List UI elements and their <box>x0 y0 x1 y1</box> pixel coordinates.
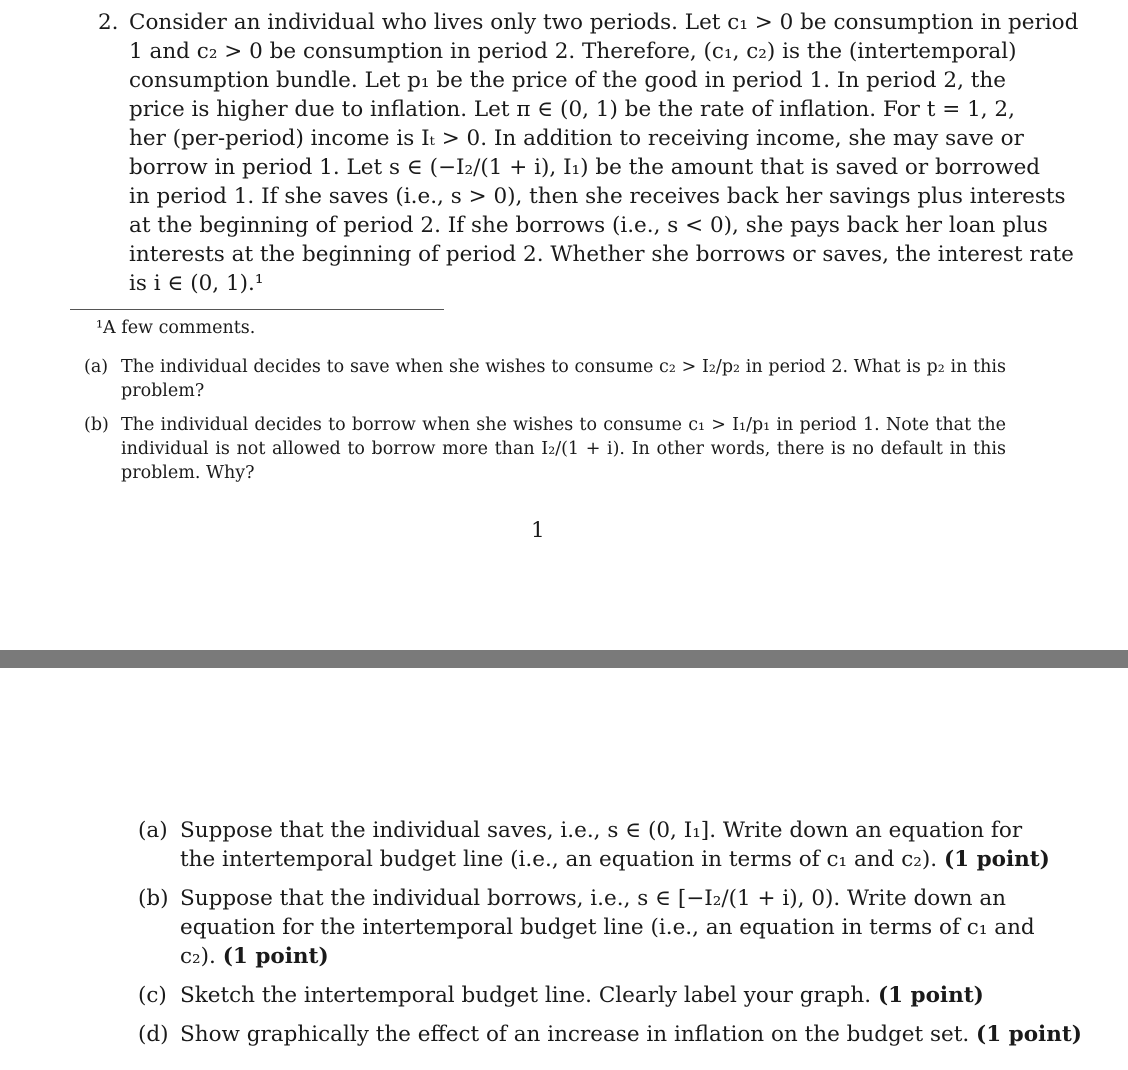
item-line <box>180 845 1050 874</box>
question-line: 1 and c₂ > 0 be consumption in period 2. Therefore, (c₁, c₂) is the (intertemporal) <box>129 39 1017 64</box>
footnote-line: The individual decides to borrow when she wishes to consume c₁ > I₁/p₁ in period 1. Note that the <box>121 415 1006 435</box>
question-line: borrow in period 1. Let s ∈ (−I₂/(1 + i), I₁) be the amount that is saved or borrowed <box>129 155 1041 180</box>
question-line: is i ∈ (0, 1).¹ <box>129 271 264 296</box>
footnote-title: ¹A few comments. <box>96 318 256 338</box>
question-line: at the beginning of period 2. If she borrows (i.e., s < 0), she pays back her loan plus <box>129 213 1048 238</box>
footnote-a-label: (a) <box>84 357 109 377</box>
footnote-a-text <box>121 355 1006 403</box>
item-line: Suppose that the individual saves, i.e., s ∈ (0, I₁]. Write down an equation for <box>180 818 1023 843</box>
item-d-text <box>180 1020 1082 1049</box>
question-line: interests at the beginning of period 2. Whether she borrows or saves, the interest rate <box>129 242 1074 267</box>
item-line <box>180 1020 1082 1049</box>
item-a-text <box>180 816 1050 874</box>
points: (1 point) <box>943 847 1050 872</box>
item-b-text <box>180 884 1035 971</box>
item-line: equation for the intertemporal budget line (i.e., an equation in terms of c₁ and <box>180 915 1035 940</box>
item-line-text: c₂). <box>180 944 216 969</box>
item-line <box>180 981 984 1010</box>
footnote-line: problem? <box>121 381 205 401</box>
item-line-text: the intertemporal budget line (i.e., an equation in terms of c₁ and c₂). <box>180 847 938 872</box>
points: (1 point) <box>976 1022 1082 1047</box>
question-line: price is higher due to inflation. Let π ∈ (0, 1) be the rate of inflation. For t = 1, 2, <box>129 97 1015 122</box>
points: (1 point) <box>877 983 984 1008</box>
footnote-line: The individual decides to save when she wishes to consume c₂ > I₂/p₂ in period 2. What is p₂ in this <box>121 357 1006 377</box>
question-line: her (per-period) income is Iₜ > 0. In addition to receiving income, she may save or <box>129 126 1024 151</box>
page-separator <box>0 650 1128 668</box>
footnote-b-label: (b) <box>84 415 109 435</box>
item-line <box>180 942 1006 971</box>
question-number: 2. <box>98 10 119 35</box>
footnote-line: problem. Why? <box>121 463 255 483</box>
item-line-text: Show graphically the effect of an increase in inflation on the budget set. <box>180 1022 970 1047</box>
item-line-text: Sketch the intertemporal budget line. Clearly label your graph. <box>180 983 872 1008</box>
item-c-label: (c) <box>138 983 167 1008</box>
item-b-label: (b) <box>138 886 169 911</box>
item-line: Suppose that the individual borrows, i.e., s ∈ [−I₂/(1 + i), 0). Write down an <box>180 886 1006 911</box>
question-line: Consider an individual who lives only two periods. Let c₁ > 0 be consumption in period <box>129 10 1079 35</box>
footnote-line: individual is not allowed to borrow more than I₂/(1 + i). In other words, there is no default in this <box>121 439 1006 459</box>
footnote-b-text <box>121 413 1006 485</box>
page-2 <box>0 668 1128 1070</box>
item-d-label: (d) <box>138 1022 169 1047</box>
page-number: 1 <box>531 518 545 543</box>
item-a-label: (a) <box>138 818 168 843</box>
question-text <box>129 8 1079 298</box>
question-line: in period 1. If she saves (i.e., s > 0), then she receives back her savings plus interests <box>129 184 1066 209</box>
footnote-rule <box>70 309 444 310</box>
item-c-text <box>180 981 984 1010</box>
question-line: consumption bundle. Let p₁ be the price of the good in period 1. In period 2, the <box>129 68 1006 93</box>
points: (1 point) <box>222 944 329 969</box>
